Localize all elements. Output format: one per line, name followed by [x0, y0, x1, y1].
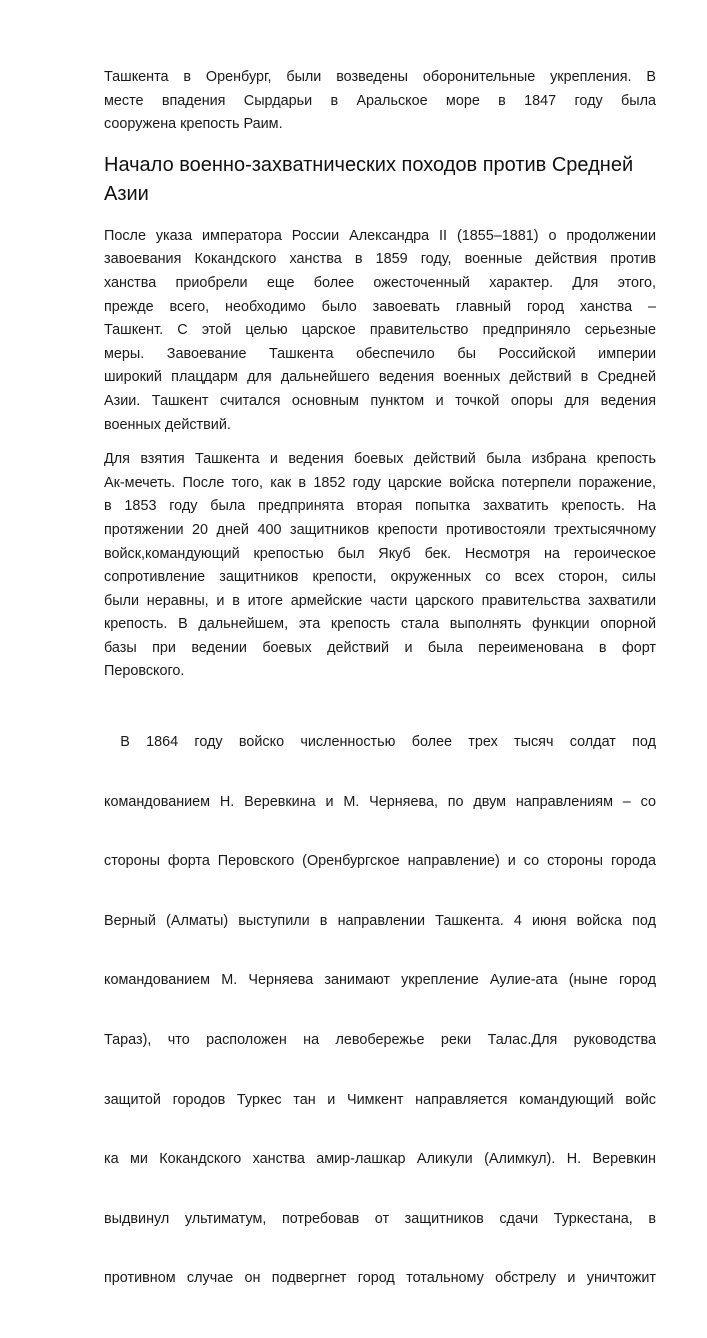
text-line: завоевания Кокандского ханства в 1859 году, военные действия против [104, 251, 656, 268]
text-line: базы при ведении боевых действий и была переименована в форт [104, 639, 656, 656]
text-line: Верный (Алматы) выступили в направлении Ташкента. 4 июня войска под [104, 912, 656, 929]
text-line: ханства приобрели еще более ожесточенный характер. Для этого, [104, 274, 656, 291]
text-line: Ак-мечеть. После того, как в 1852 году царские войска потерпели поражение, [104, 474, 656, 491]
text-line: сооружена крепость Раим. [104, 116, 283, 133]
paragraph-2 [104, 448, 656, 684]
text-line: Азии. Ташкент считался основным пунктом и точкой опоры для ведения [104, 392, 656, 409]
text-line: Ташкент. С этой целью царское правительство предприняло серьезные [104, 322, 656, 339]
text-line: были неравны, и в итоге армейские части царского правительства захватили [104, 592, 656, 609]
section-heading [104, 151, 656, 209]
text-line: сопротивление защитников крепости, окруженных со всех сторон, силы [104, 569, 656, 586]
paragraph-1 [104, 225, 656, 437]
text-line: противном случае он подвергнет город тотальному обстрелу и уничтожит [104, 1270, 656, 1287]
text-line: военных действий. [104, 416, 231, 433]
document-body [104, 66, 656, 1338]
text-line: защитой городов Туркес тан и Чимкент направляется командующий войс [104, 1091, 656, 1108]
text-line: протяжении 20 дней 400 защитников крепости противостояли трехтысячному [104, 521, 656, 538]
text-line: в 1853 году была предпринята вторая попытка захватить крепость. На [104, 498, 656, 515]
text-line: стороны форта Перовского (Оренбургское направление) и со стороны города [104, 853, 656, 870]
text-line: ка ми Кокандского ханства амир-лашкар Аликули (Алимкул). Н. Веревкин [104, 1151, 656, 1168]
text-line: После указа императора России Александра II (1855–1881) о продолжении [104, 227, 656, 244]
text-line: командованием Н. Веревкина и М. Черняева, по двум направлениям – со [104, 793, 656, 810]
paragraph-3 [104, 695, 656, 1327]
text-line: Ташкента в Оренбург, были возведены оборонительные укрепления. В [104, 69, 656, 85]
paragraph-0 [104, 66, 656, 137]
text-line: меры. Завоевание Ташкента обеспечило бы Российской империи [104, 345, 656, 362]
text-line: Тараз), что расположен на левобережье реки Талас.Для руководства [104, 1032, 656, 1049]
text-line: войск,командующий крепостью был Якуб бек. Несмотря на героическое [104, 545, 656, 562]
text-line: широкий плацдарм для дальнейшего ведения военных действий в Средней [104, 369, 656, 386]
text-line: Для взятия Ташкента и ведения боевых действий была избрана крепость [104, 451, 656, 468]
text-line: Перовского. [104, 663, 185, 680]
text-line: выдвинул ультиматум, потребовав от защитников сдачи Туркестана, в [104, 1210, 656, 1227]
text-line: командованием М. Черняева занимают укрепление Аулие-ата (ныне город [104, 972, 656, 989]
text-line: месте впадения Сырдарьи в Аральское море в 1847 году была [104, 92, 656, 109]
text-line: В 1864 году войско численностью более трех тысяч солдат под [104, 734, 656, 751]
text-line: крепость. В дальнейшем, эта крепость стала выполнять функции опорной [104, 616, 656, 633]
heading-line: Азии [104, 182, 149, 205]
text-line: прежде всего, необходимо было завоевать главный город ханства – [104, 298, 656, 315]
heading-line: Начало военно-захватнических походов против Средней [104, 153, 634, 176]
